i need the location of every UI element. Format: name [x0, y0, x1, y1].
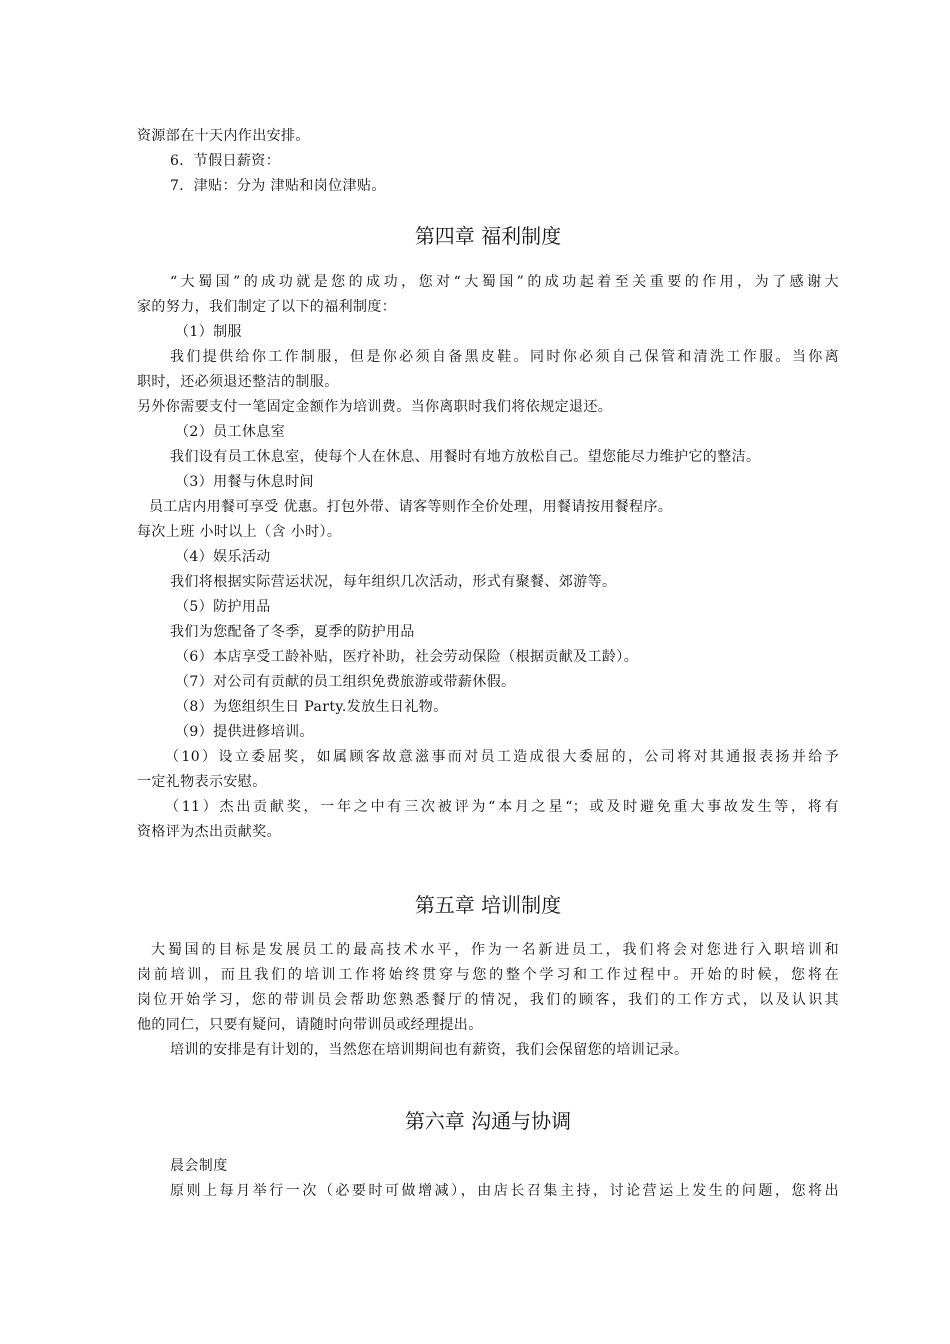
- paragraph-line: 岗位开始学习，您的带训员会帮助您熟悉餐厅的情况，我们的顾客，我们的工作方式，以及认识其: [137, 992, 839, 1008]
- paragraph-line: 大蜀国的目标是发展员工的最高技术水平，作为一名新进员工，我们将会对您进行入职培训和: [151, 942, 839, 958]
- section-heading: 晨会制度: [170, 1158, 228, 1174]
- paragraph-line: 职时，还必须退还整洁的制服。: [137, 374, 339, 390]
- section-heading: （4）娱乐活动: [175, 549, 271, 565]
- paragraph-line: 资格评为杰出贡献奖。: [137, 824, 281, 840]
- document-content: [137, 124, 839, 1204]
- paragraph-line: 培训的安排是有计划的，当然您在培训期间也有薪资，我们会保留您的培训记录。: [170, 1042, 689, 1058]
- paragraph-line: 我们将根据实际营运状况，每年组织几次活动，形式有聚餐、郊游等。: [170, 574, 617, 590]
- list-item: （9）提供进修培训。: [175, 724, 314, 740]
- section-heading: （3）用餐与休息时间: [175, 474, 314, 490]
- chapter-6-title: 第六章 沟通与协调: [404, 1109, 572, 1133]
- paragraph-line: 我们提供给你工作制服，但是你必须自备黑皮鞋。同时你必须自己保管和清洗工作服。当你离: [170, 349, 839, 365]
- list-item: （6）本店享受工龄补贴，医疗补助，社会劳动保险（根据贡献及工龄）。: [175, 649, 639, 665]
- paragraph-line: “大蜀国”的成功就是您的成功，您对“大蜀国”的成功起着至关重要的作用，为了感谢大: [170, 274, 839, 290]
- paragraph-line: 家的努力，我们制定了以下的福利制度：: [137, 299, 397, 315]
- list-item: （8）为您组织生日 Party.发放生日礼物。: [175, 699, 448, 715]
- paragraph-line: 一定礼物表示安慰。: [137, 774, 267, 790]
- list-item: （11）杰出贡献奖，一年之中有三次被评为“本月之星“；或及时避免重大事故发生等，将有: [165, 799, 839, 815]
- paragraph-line: 原则上每月举行一次（必要时可做增减），由店长召集主持，讨论营运上发生的问题，您将出: [170, 1183, 839, 1199]
- paragraph-line: 每次上班 小时以上（含 小时）。: [137, 524, 342, 540]
- paragraph-line: 另外你需要支付一笔固定金额作为培训费。当你离职时我们将依规定退还。: [137, 399, 613, 415]
- paragraph-line: 我们设有员工休息室，使每个人在休息、用餐时有地方放松自己。望您能尽力维护它的整洁。: [170, 449, 761, 465]
- section-heading: （5）防护用品: [175, 599, 271, 615]
- section-heading: （1）制服: [175, 324, 242, 340]
- list-item: 7．津贴：分为 津贴和岗位津贴。: [170, 178, 386, 194]
- text-line: 资源部在十天内作出安排。: [137, 128, 310, 144]
- list-item: （10）设立委屈奖，如属顾客故意滋事而对员工造成很大委屈的，公司将对其通报表扬并给予: [165, 749, 839, 765]
- section-heading: （2）员工休息室: [175, 424, 286, 440]
- chapter-4-title: 第四章 福利制度: [414, 224, 562, 248]
- paragraph-line: 员工店内用餐可享受 优惠。打包外带、请客等则作全价处理，用餐请按用餐程序。: [149, 499, 673, 515]
- paragraph-line: 我们为您配备了冬季，夏季的防护用品: [170, 624, 415, 640]
- paragraph-line: 他的同仁，只要有疑问，请随时向带训员或经理提出。: [137, 1017, 483, 1033]
- list-item: 6．节假日薪资：: [170, 153, 281, 169]
- paragraph-line: 岗前培训，而且我们的培训工作将始终贯穿与您的整个学习和工作过程中。开始的时候，您将在: [137, 967, 839, 983]
- chapter-5-title: 第五章 培训制度: [414, 893, 562, 917]
- list-item: （7）对公司有贡献的员工组织免费旅游或带薪休假。: [175, 674, 516, 690]
